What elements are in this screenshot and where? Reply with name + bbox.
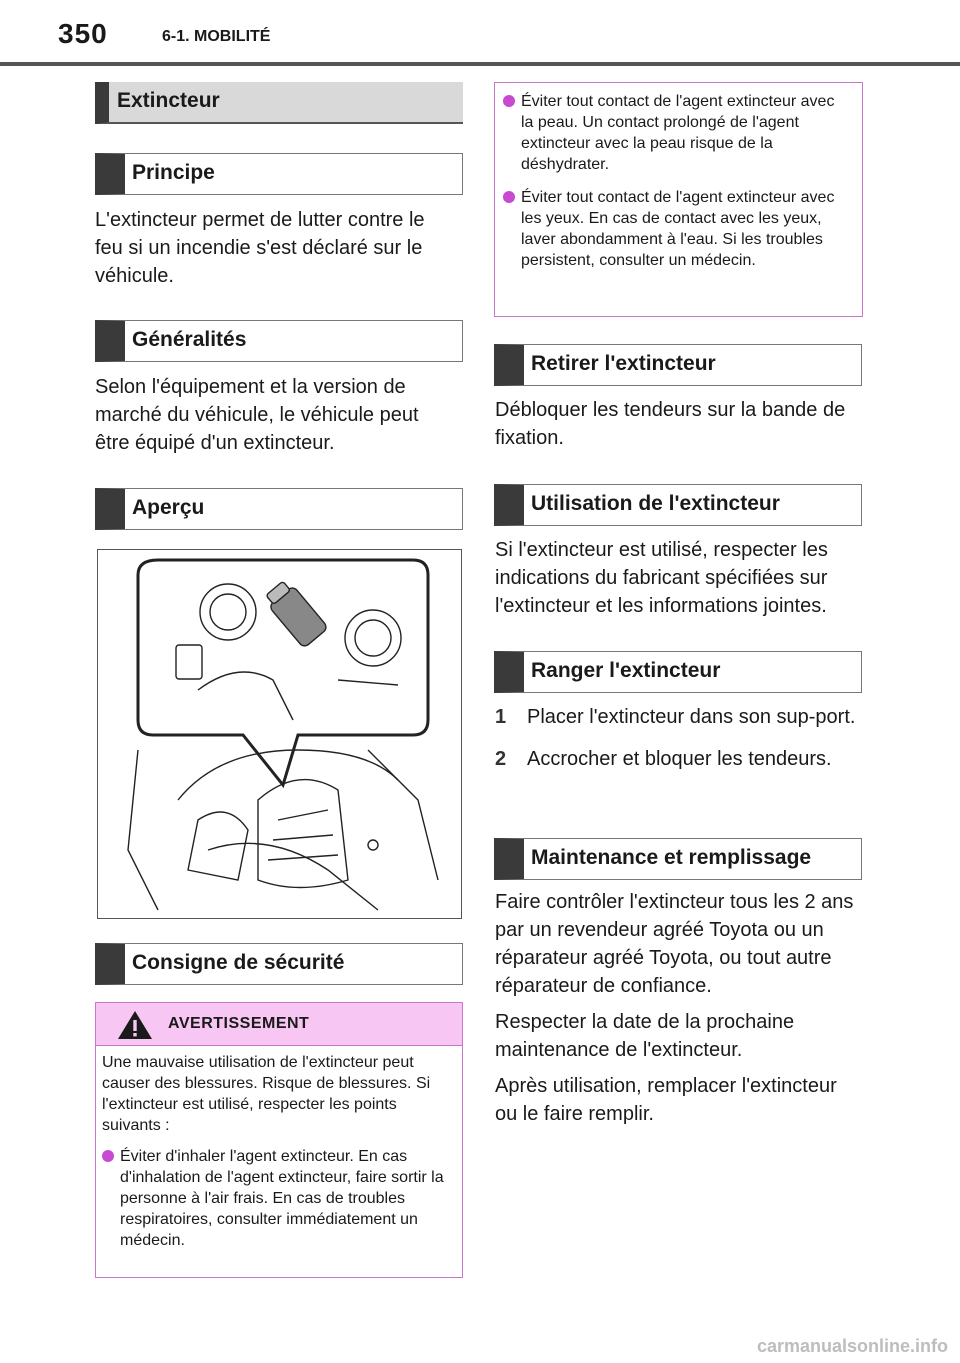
maintenance-paragraph: Faire contrôler l'extincteur tous les 2 ans par un revendeur agréé Toyota ou un réparateur agréé Toyota, ou tout autre réparateur de confiance. — [495, 891, 854, 997]
warning-header — [96, 1003, 462, 1046]
retirer-text: Débloquer les tendeurs sur la bande de fixation. — [495, 399, 846, 449]
heading-principe: Principe — [95, 153, 463, 195]
heading-consigne: Consigne de sécurité — [95, 943, 463, 985]
warning-intro: Une mauvaise utilisation de l'extincteur peut causer des blessures. Risque de blessures. Si l'extincteur est utilisé, respecter les points suivants : — [102, 1054, 431, 1134]
warning-bullet — [503, 91, 848, 175]
heading-maintenance: Maintenance et remplissage — [494, 838, 862, 880]
warning-bullet — [503, 187, 848, 271]
utilisation-text: Si l'extincteur est utilisé, respecter les indications du fabricant spécifiées sur l'extincteur et les informations jointes. — [495, 539, 828, 617]
warning-bullet-text: Éviter d'inhaler l'agent extincteur. En cas d'inhalation de l'agent extincteur, faire sortir la personne à l'air frais. En cas de troubles respiratoires, consulter immédiatement un médecin. — [120, 1148, 444, 1249]
bullet-dot-icon — [503, 95, 515, 107]
heading-apercu: Aperçu — [95, 488, 463, 530]
warning-continuation-box — [494, 82, 863, 317]
heading-ranger: Ranger l'extincteur — [494, 651, 862, 693]
extinguisher-illustration — [97, 549, 462, 919]
page-number: 350 — [58, 18, 108, 49]
maintenance-paragraph: Respecter la date de la prochaine maintenance de l'extincteur. — [495, 1011, 795, 1061]
header-rule — [0, 62, 960, 66]
bullet-dot-icon — [102, 1150, 114, 1162]
title-extincteur: Extincteur — [95, 82, 463, 124]
maintenance-text — [495, 888, 860, 1136]
step-number: 1 — [495, 706, 507, 728]
generalites-text: Selon l'équipement et la version de marché du véhicule, le véhicule peut être équipé d'un extincteur. — [95, 376, 419, 454]
section-label: 6-1. MOBILITÉ — [162, 28, 271, 45]
warning-bullet-text: Éviter tout contact de l'agent extincteur avec les yeux. En cas de contact avec les yeux, laver abondamment à l'eau. Si les troubles persistent, consulter un médecin. — [521, 189, 835, 269]
warning-title: AVERTISSEMENT — [168, 1015, 310, 1032]
watermark: carmanualsonline.info — [756, 1336, 948, 1356]
warning-bullet-text: Éviter tout contact de l'agent extincteur avec la peau. Un contact prolongé de l'agent extincteur avec la peau risque de la déshydrater. — [521, 93, 835, 173]
step-text: Placer l'extincteur dans son sup-port. — [527, 706, 856, 728]
steps-list — [495, 702, 865, 786]
heading-retirer: Retirer l'extincteur — [494, 344, 862, 386]
heading-utilisation: Utilisation de l'extincteur — [494, 484, 862, 526]
step-item — [495, 744, 865, 774]
bullet-dot-icon — [503, 191, 515, 203]
maintenance-paragraph: Après utilisation, remplacer l'extincteur ou le faire remplir. — [495, 1075, 837, 1125]
warning-box — [95, 1002, 463, 1278]
heading-generalites: Généralités — [95, 320, 463, 362]
step-number: 2 — [495, 748, 507, 770]
step-item — [495, 702, 865, 732]
principe-text: L'extincteur permet de lutter contre le feu si un incendie s'est déclaré sur le véhicule. — [95, 209, 425, 287]
warning-bullet — [102, 1146, 448, 1251]
warning-triangle-icon — [116, 1009, 154, 1041]
warning-body — [96, 1046, 462, 1251]
step-text: Accrocher et bloquer les tendeurs. — [527, 748, 832, 770]
